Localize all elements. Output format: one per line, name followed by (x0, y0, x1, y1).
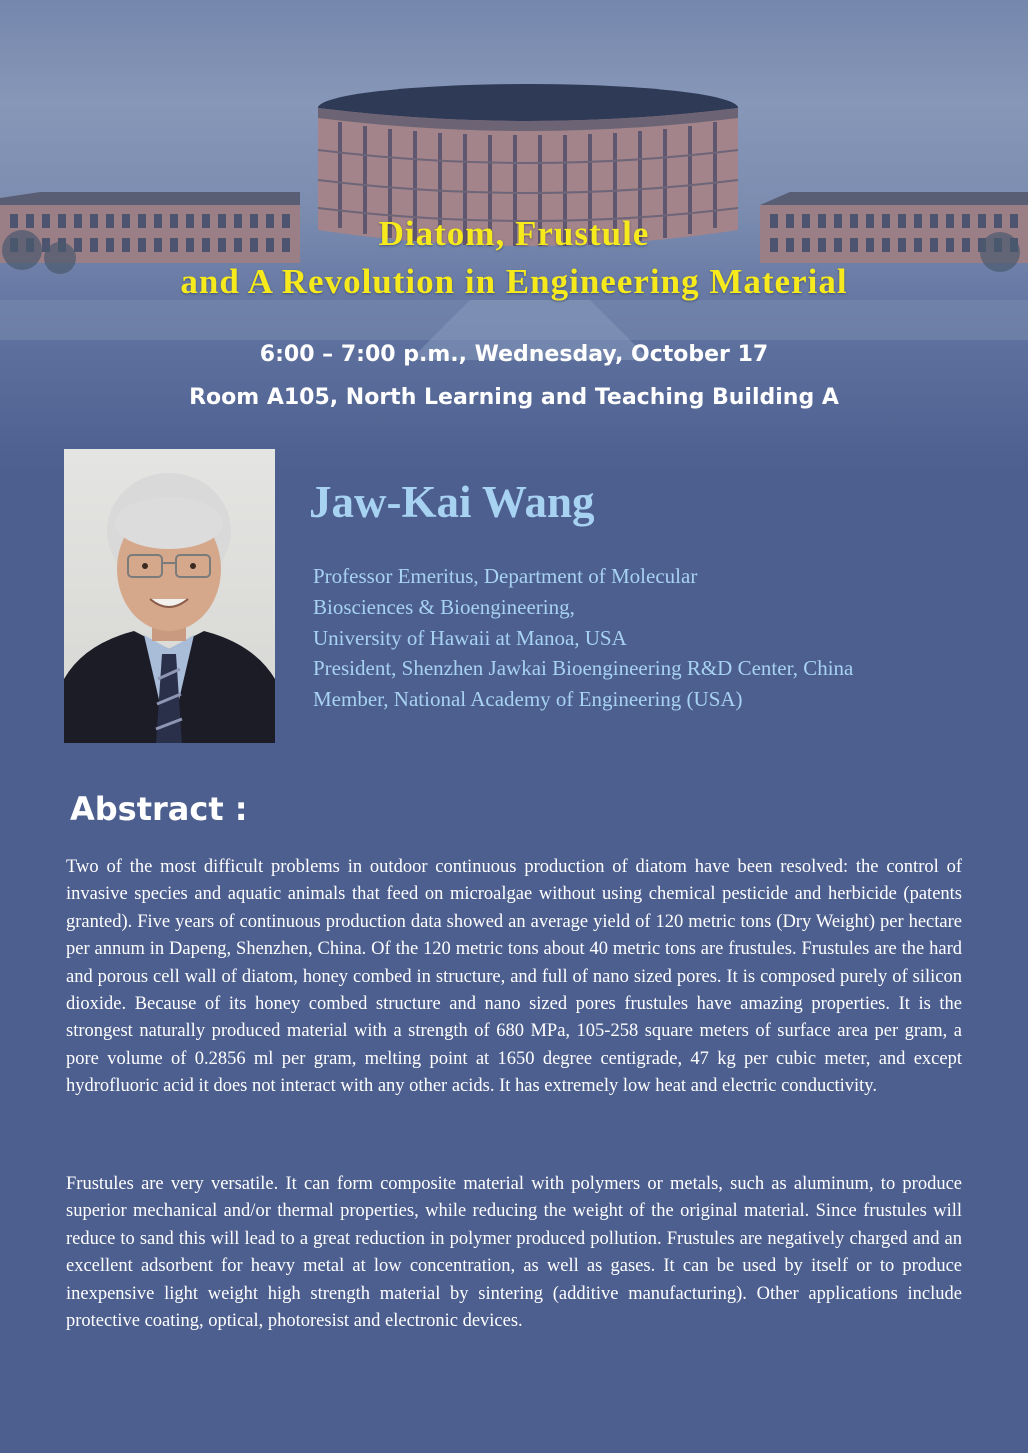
speaker-photo (64, 449, 275, 743)
abstract-heading: Abstract : (70, 790, 248, 828)
talk-title-line2: and A Revolution in Engineering Material (180, 262, 848, 301)
abstract-paragraph: Two of the most difficult problems in outdoor continuous production of diatom have been resolved: the control of invasive species and aquatic animals that feed on microalgae without using chemical pesticide and herbicide (patents granted). Five years of continuous production data showed an average yield of 120 metric tons (Dry Weight) per hectare per annum in Dapeng, Shenzhen, China. Of the 120 metric tons about 40 metric tons are frustules. Frustules are the hard and porous cell wall of diatom, honey combed in structure, and full of nano sized pores. It is composed purely of silicon dioxide. Because of its honey combed structure and nano sized pores frustules have amazing properties. It is the strongest naturally produced material with a strength of 680 MPa, 105-258 square meters of surface area per gram, a pore volume of 0.2856 ml per gram, melting point at 1650 degree centigrade, 47 kg per cubic meter, and except hydrofluoric acid it does not interact with any other acids. It has extremely low heat and electric conductivity. (66, 857, 962, 1097)
event-time: 6:00 – 7:00 p.m., Wednesday, October 17 (259, 342, 769, 367)
campus-background (0, 0, 1028, 470)
speaker-affiliations (313, 561, 993, 715)
affiliation-line: Member, National Academy of Engineering (USA) (313, 687, 743, 712)
abstract-paragraph: Frustules are very versatile. It can form composite material with polymers or metals, such as aluminum, to produce superior mechanical and/or thermal properties, while reducing the weight of the original material. Since frustules will reduce to sand this will lead to a great reduction in polymer produced pollution. Frustules are negatively charged and an excellent adsorbent for heavy metal at low concentration, as well as gases. It can be used by itself or to produce inexpensive light weight high strength material by sintering (additive manufacturing). Other applications include protective coating, optical, photoresist and electronic devices. (66, 1174, 962, 1332)
event-location: Room A105, North Learning and Teaching Building A (189, 385, 839, 410)
speaker-name: Jaw-Kai Wang (309, 477, 595, 527)
affiliation-line: University of Hawaii at Manoa, USA (313, 625, 627, 650)
affiliation-line: President, Shenzhen Jawkai Bioengineering R&D Center, China (313, 656, 854, 681)
affiliation-line: Biosciences & Bioengineering, (313, 594, 575, 619)
talk-title-line1: Diatom, Frustule (378, 214, 650, 253)
affiliation-line: Professor Emeritus, Department of Molecular (313, 564, 698, 588)
